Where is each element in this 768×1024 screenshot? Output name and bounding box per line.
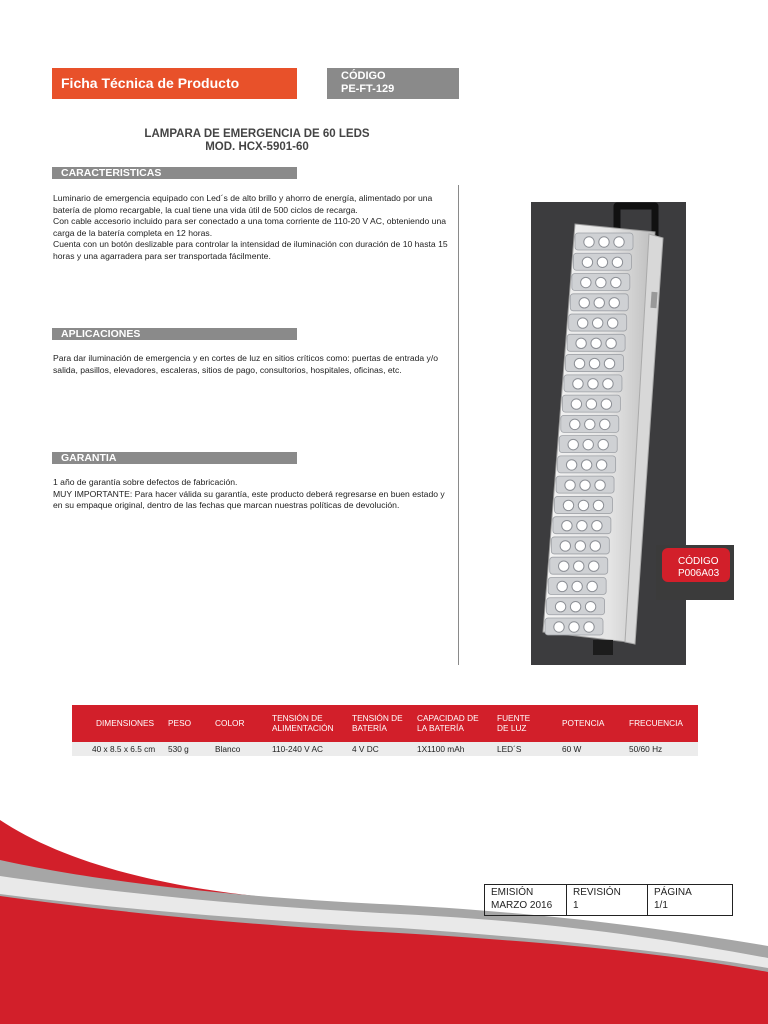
badge-label: CÓDIGO xyxy=(678,556,719,567)
vertical-divider xyxy=(458,185,459,665)
led-bulb xyxy=(589,561,599,571)
section-heading-caracteristicas: CARACTERISTICAS xyxy=(52,167,297,179)
caracteristicas-p1: Luminario de emergencia equipado con Led´s de alto brillo y ahorro de energía, alimentado por una batería de plomo recargable, la cual tiene una vida útil de 500 ciclos de recarga. xyxy=(53,193,433,215)
led-bulb xyxy=(583,439,593,449)
led-bulb xyxy=(574,561,584,571)
led-bulb xyxy=(606,338,616,348)
garantia-text xyxy=(53,477,448,512)
header-tension-alimentacion xyxy=(272,713,334,733)
led-bulb xyxy=(601,399,611,409)
header-dimensiones: DIMENSIONES xyxy=(96,718,155,728)
header-tension-bateria xyxy=(352,713,403,733)
led-bulb xyxy=(566,460,576,470)
revision-cell xyxy=(567,885,648,915)
value-capacidad: 1X1100 mAh xyxy=(417,744,465,754)
led-bulb xyxy=(570,602,580,612)
led-bulb xyxy=(572,581,582,591)
led-bulb xyxy=(570,419,580,429)
led-bulb xyxy=(594,298,604,308)
aplicaciones-text xyxy=(53,353,448,376)
aplicaciones-p1: Para dar iluminación de emergencia y en cortes de luz en sitios críticos como: puertas de entrada y/o salida, pasillos, elevadores, escaleras, sitios de pago, consultorios, hospitales, oficinas, etc. xyxy=(53,353,439,375)
led-bulb xyxy=(569,622,579,632)
led-bulb xyxy=(580,480,590,490)
led-bulb xyxy=(577,318,587,328)
led-bulb xyxy=(555,602,565,612)
led-bulb xyxy=(581,460,591,470)
led-bulb xyxy=(582,257,592,267)
header-peso: PESO xyxy=(168,718,192,728)
led-bulb xyxy=(565,480,575,490)
led-bulb xyxy=(585,602,595,612)
product-title-line1: LAMPARA DE EMERGENCIA DE 60 LEDS xyxy=(144,128,370,140)
led-bulb xyxy=(614,237,624,247)
header-fuente-l2: DE LUZ xyxy=(497,723,527,733)
led-bulb xyxy=(584,237,594,247)
document-code-box xyxy=(327,68,459,99)
header-color: COLOR xyxy=(215,718,245,728)
value-fuente: LED´S xyxy=(497,744,522,754)
led-bulb xyxy=(609,298,619,308)
caracteristicas-text xyxy=(53,193,448,262)
emision-cell xyxy=(485,885,567,915)
header-capacidad-l2: LA BATERÍA xyxy=(417,723,464,733)
led-bulb xyxy=(588,379,598,389)
led-bulb xyxy=(573,379,583,389)
led-bulb xyxy=(576,338,586,348)
caracteristicas-p2: Con cable accesorio incluido para ser conectado a una toma corriente de 110-20 V AC, obteniendo una carga de la batería completa en 12 horas. xyxy=(53,216,447,238)
led-bulb xyxy=(578,500,588,510)
header-fuente-luz xyxy=(497,713,530,733)
garantia-p2: MUY IMPORTANTE: Para hacer válida su garantía, este producto deberá regresarse en buen estado y en su empaque original, dentro de las fechas que marcan nuestras políticas de devolución. xyxy=(53,488,445,510)
pagina-label: PÁGINA xyxy=(654,887,692,898)
header-capacidad-l1: CAPACIDAD DE xyxy=(417,713,479,723)
led-bulb xyxy=(560,541,570,551)
led-bulb xyxy=(563,500,573,510)
led-bulb xyxy=(611,277,621,287)
led-bulb xyxy=(607,318,617,328)
led-bulb xyxy=(597,257,607,267)
specs-table-header xyxy=(72,705,698,742)
revision-table xyxy=(484,884,733,916)
badge-value: P006A03 xyxy=(678,568,720,579)
value-dimensiones: 40 x 8.5 x 6.5 cm xyxy=(92,744,156,754)
emision-label: EMISIÓN xyxy=(491,887,534,898)
led-bulb xyxy=(568,439,578,449)
led-bulb xyxy=(584,622,594,632)
led-bulb xyxy=(587,581,597,591)
led-bulb xyxy=(598,439,608,449)
led-bulb xyxy=(557,581,567,591)
led-bulb xyxy=(586,399,596,409)
led-bulb xyxy=(585,419,595,429)
led-bulb xyxy=(554,622,564,632)
value-color: Blanco xyxy=(215,744,241,754)
header-fuente-l1: FUENTE xyxy=(497,713,531,723)
led-bulb xyxy=(575,541,585,551)
section-heading-garantia: GARANTIA xyxy=(52,452,297,464)
led-bulb xyxy=(590,541,600,551)
led-bulb xyxy=(604,358,614,368)
led-bulb xyxy=(571,399,581,409)
document-title: Ficha Técnica de Producto xyxy=(52,68,297,99)
document-code-value: PE-FT-129 xyxy=(341,83,395,95)
value-tension-alimentacion: 110-240 V AC xyxy=(272,744,324,754)
value-tension-bateria: 4 V DC xyxy=(352,744,379,754)
garantia-p1: 1 año de garantía sobre defectos de fabricación. xyxy=(53,477,238,487)
led-bulb xyxy=(599,237,609,247)
header-tension-bateria-l1: TENSIÓN DE xyxy=(352,713,403,723)
header-frecuencia: FRECUENCIA xyxy=(629,718,683,728)
pagina-value: 1/1 xyxy=(654,900,668,911)
led-bulb xyxy=(562,520,572,530)
header-capacidad-bateria xyxy=(417,713,479,733)
badge-text xyxy=(678,556,719,580)
led-bulb xyxy=(612,257,622,267)
pagina-cell xyxy=(648,885,732,915)
product-title xyxy=(52,128,462,154)
led-bulb xyxy=(596,277,606,287)
led-bulb xyxy=(574,358,584,368)
emision-value: MARZO 2016 xyxy=(491,900,553,911)
revision-value: 1 xyxy=(573,900,579,911)
led-bulb xyxy=(603,379,613,389)
caracteristicas-p3: Cuenta con un botón deslizable para controlar la intensidad de iluminación con duración de 10 hasta 15 horas y una agarradera para ser transportada fácilmente. xyxy=(53,239,448,261)
led-bulb xyxy=(593,500,603,510)
led-bulb xyxy=(577,520,587,530)
led-bulb xyxy=(592,318,602,328)
section-heading-aplicaciones: APLICACIONES xyxy=(52,328,297,340)
value-frecuencia: 50/60 Hz xyxy=(629,744,663,754)
led-bulb xyxy=(589,358,599,368)
header-tension-alimentacion-l2: ALIMENTACIÓN xyxy=(272,723,334,733)
led-bulb xyxy=(596,460,606,470)
led-bulb xyxy=(591,338,601,348)
header-tension-alimentacion-l1: TENSIÓN DE xyxy=(272,713,323,723)
led-bulb xyxy=(600,419,610,429)
led-bulb xyxy=(592,520,602,530)
value-peso: 530 g xyxy=(168,744,189,754)
header-potencia: POTENCIA xyxy=(562,718,605,728)
document-code-label: CÓDIGO xyxy=(341,70,386,82)
led-bulb xyxy=(595,480,605,490)
product-model: MOD. HCX-5901-60 xyxy=(205,141,309,153)
value-potencia: 60 W xyxy=(562,744,582,754)
specs-table-row xyxy=(72,742,698,756)
led-bulb xyxy=(579,298,589,308)
led-bulb xyxy=(559,561,569,571)
led-bulb xyxy=(581,277,591,287)
revision-label: REVISIÓN xyxy=(573,887,621,898)
header-tension-bateria-l2: BATERÍA xyxy=(352,723,387,733)
